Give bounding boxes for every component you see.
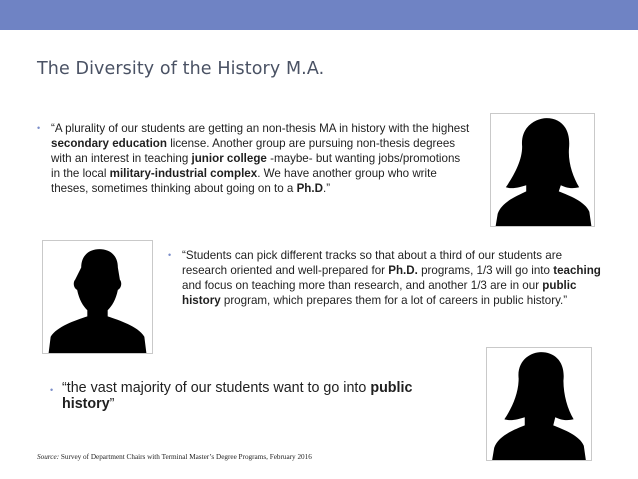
portrait-frame bbox=[486, 347, 592, 461]
quote-tracks: • “Students can pick different tracks so that about a third of our students are research oriented and well-prepared for Ph.D. programs, 1/3 will go into teaching and focus on teaching more than research, and another 1/3 are in our public history program, which prepares them for a lot of careers in public history.” bbox=[168, 249, 601, 307]
source-citation: Source: Survey of Department Chairs with Terminal Master’s Degree Programs, February 2016 bbox=[37, 453, 312, 461]
slide-title: The Diversity of the History M.A. bbox=[37, 59, 325, 79]
bullet-icon: • bbox=[50, 385, 54, 395]
female-silhouette-icon bbox=[487, 348, 591, 460]
portrait-frame bbox=[42, 240, 153, 354]
female-silhouette-icon bbox=[491, 114, 594, 226]
portrait-frame bbox=[490, 113, 595, 227]
quote-public-history: • “the vast majority of our students want to go into public history” bbox=[50, 380, 413, 412]
quote-plurality: • “A plurality of our students are getting an non-thesis MA in history with the highest secondary education license. Another group are pursuing non-thesis degrees with an interest in teaching junior college -maybe- but wanting jobs/promotions in the local military-industrial complex. We have another group who write theses, sometimes thinking about going on to a Ph.D.” bbox=[37, 122, 470, 195]
bullet-icon: • bbox=[37, 123, 41, 133]
header-bar bbox=[0, 0, 638, 30]
male-silhouette-icon bbox=[43, 241, 152, 353]
bullet-icon: • bbox=[168, 250, 172, 260]
